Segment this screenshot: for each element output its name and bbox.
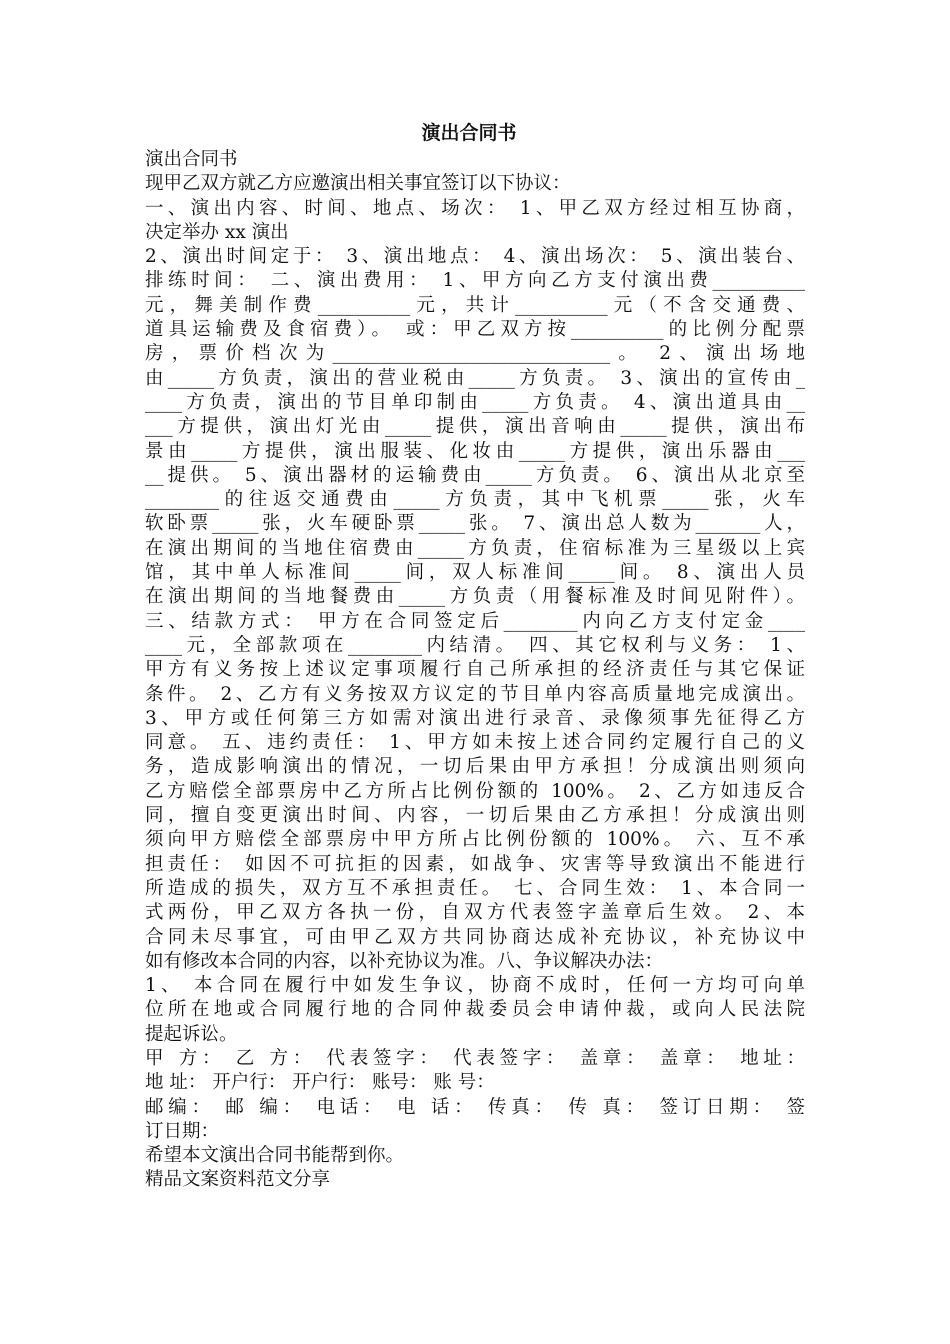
body-line: ____方负责，演出的节目单印制由_____方负责。 4、演出道具由__ [145,391,805,413]
body-line: 在演出期间的当地餐费由_____方负责（用餐标准及时间见附件）。 [145,586,805,608]
body-line: ________的往返交通费由_____方负责，其中飞机票_____张，火车 [145,489,805,511]
body-line: 所造成的损失，双方互不承担责任。 七、合同生效： 1、本合同一 [145,877,805,899]
body-line: 三、结款方式： 甲方在合同签定后________内向乙方支付定金____ [145,610,805,632]
body-line: __提供。 5、演出器材的运输费由_____方负责。 6、演出从北京至 [145,464,805,486]
body-line: 合同未尽事宜，可由甲乙双方共同协商达成补充协议，补充协议中 [145,926,805,948]
body-line: 甲 方： 乙 方： 代表签字： 代表签字： 盖章： 盖章： 地址： [145,1047,805,1069]
body-line: 须向甲方赔偿全部票房中甲方所占比例份额的 100%。 六、互不承 [145,829,805,851]
body-line: 1、 本合同在履行中如发生争议，协商不成时，任何一方均可向单 [145,975,805,997]
body-line: 同意。 五、违约责任： 1、甲方如未按上述合同约定履行自己的义 [145,732,805,754]
body-line: 3、甲方或任何第三方如需对演出进行录音、录像须事先征得乙方 [145,707,805,729]
body-line: 乙方赔偿全部票房中乙方所占比例份额的 100%。 2、乙方如违反合 [145,780,805,802]
body-line: 现甲乙双方就乙方应邀演出相关事宜签订以下协议： [145,173,571,195]
body-line: 订日期： [145,1120,220,1142]
body-line: ___方提供，演出灯光由_____提供，演出音响由_____提供，演出布 [145,416,805,438]
body-line: 2、演出时间定于： 3、演出地点： 4、演出场次： 5、演出装台、 [145,246,805,268]
document-title: 演出合同书 [421,122,517,144]
body-line: 软卧票_____张，火车硬卧票_____张。 7、演出总人数为_______人， [145,513,805,535]
body-line: 房，票价档次为______________________________。 2、演出场地 [145,343,805,365]
body-line: 担责任： 如因不可抗拒的因素，如战争、灾害等导致演出不能进行 [145,853,805,875]
body-line: 邮编： 邮 编： 电话： 电 话： 传真： 传 真： 签订日期： 签 [145,1096,805,1118]
body-line: 由_____方负责，演出的营业税由_____方负责。 3、演出的宣传由_ [145,367,805,389]
body-line: 地 址： 开户行： 开户行： 账号： 账 号： [145,1072,495,1094]
body-line: 决定举办 xx 演出 [145,221,289,243]
body-line: 景由_____方提供，演出服装、化妆由_____方提供，演出乐器由___ [145,440,805,462]
body-line: 位所在地或合同履行地的合同仲裁委员会申请仲裁，或向人民法院 [145,999,805,1021]
body-line: 条件。 2、乙方有义务按双方议定的节目单内容高质量地完成演出。 [145,683,805,705]
body-line: 排练时间： 二、演出费用： 1、甲方向乙方支付演出费__________ [145,270,805,292]
body-line: 元，舞美制作费__________元，共计__________元（不含交通费、 [145,294,805,316]
body-line: 在演出期间的当地住宿费由_____方负责，住宿标准为三星级以上宾 [145,537,805,559]
document-page [145,118,805,1193]
body-line: ____元，全部款项在________内结清。 四、其它权利与义务： 1、 [145,634,805,656]
body-line: 提起诉讼。 [145,1023,238,1045]
body-line: 同，擅自变更演出时间、内容，一切后果由乙方承担！分成演出则 [145,805,805,827]
body-line: 甲方有义务按上述议定事项履行自己所承担的经济责任与其它保证 [145,659,805,681]
body-line: 一、演出内容、时间、地点、场次： 1、甲乙双方经过相互协商， [145,197,805,219]
body-line: 希望本文演出合同书能帮到你。 [145,1145,405,1167]
body-line: 式两份，甲乙双方各执一份，自双方代表签字盖章后生效。 2、本 [145,902,805,924]
body-line: 如有修改本合同的内容，以补充协议为准。八、争议解决办法： [145,950,664,972]
body-line: 馆，其中单人标准间_____间，双人标准间_____间。 8、演出人员 [145,562,805,584]
body-line: 道具运输费及食宿费）。 或：甲乙双方按__________的比例分配票 [145,319,805,341]
document-body [145,148,805,1193]
body-line: 精品文案资料范文分享 [145,1169,331,1191]
body-line: 演出合同书 [145,149,238,170]
body-line: 务，造成影响演出的情况，一切后果由甲方承担！分成演出则须向 [145,756,805,778]
